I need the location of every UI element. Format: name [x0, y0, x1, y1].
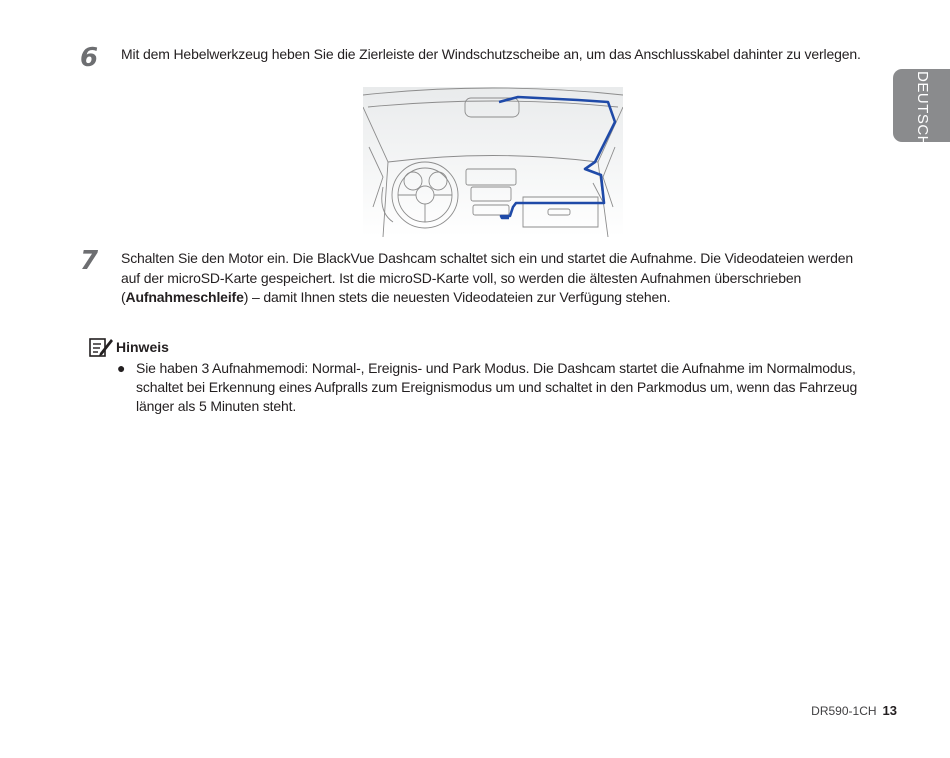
language-tab	[893, 69, 950, 148]
page-footer	[811, 703, 897, 718]
step-7-text-part1: Schalten Sie den Motor ein. Die BlackVue Dashcam schaltet sich ein und startet die Aufnahme. Die Videodateien werden auf der microSD-Karte gespeichert. Ist die microSD-Karte voll, so werden die ältesten Aufnahmen überschrieben (	[121, 250, 854, 305]
note-title: Hinweis	[116, 339, 169, 355]
step-number-6: 6	[80, 43, 99, 73]
note-header	[88, 336, 169, 360]
bullet-icon: ●	[117, 360, 126, 376]
step-7-highlight: Aufnahmeschleife	[125, 289, 244, 305]
step-number-7: 7	[80, 246, 99, 276]
step-6-text: Mit dem Hebelwerkzeug heben Sie die Zierleiste der Windschutzscheibe an, um das Anschlusskabel dahinter zu verlegen.	[121, 46, 861, 62]
step-7-text	[121, 249, 856, 308]
note-list	[117, 359, 877, 416]
footer-model: DR590-1CH	[811, 704, 877, 718]
note-item	[117, 359, 877, 416]
windshield-background	[363, 87, 623, 237]
note-item-text: Sie haben 3 Aufnahmemodi: Normal-, Ereignis- und Park Modus. Die Dashcam startet die Aufnahme im Normalmodus, schaltet bei Erkennung eines Aufpralls zum Ereignismodus um und schaltet in den Parkmodus um, wenn das Fahrzeug länger als 5 Minuten steht.	[136, 360, 858, 414]
dashboard-cable-routing-illustration	[363, 87, 623, 237]
language-tab-label: DEUTSCH	[914, 71, 931, 148]
step-7-text-part2: ) – damit Ihnen stets die neuesten Videodateien zur Verfügung stehen.	[243, 289, 671, 305]
page-number: 13	[882, 703, 897, 718]
note-pencil-icon	[88, 336, 114, 358]
